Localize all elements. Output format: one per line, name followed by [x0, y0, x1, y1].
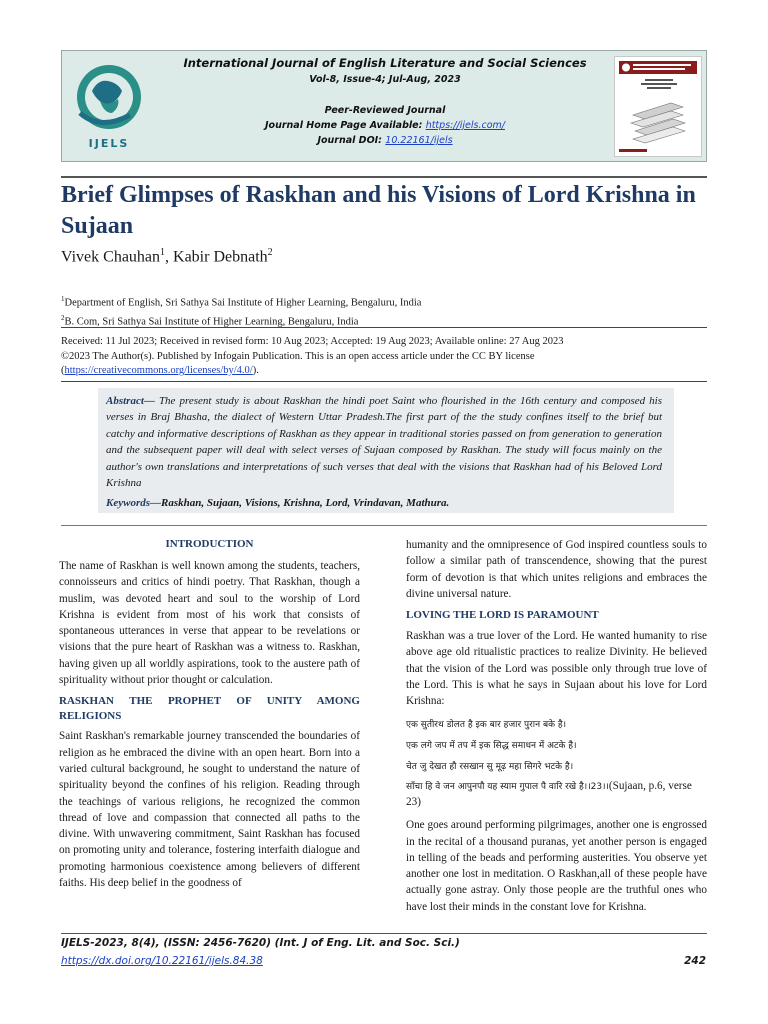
- page-number: 242: [684, 955, 706, 967]
- footer-doi-link[interactable]: https://dx.doi.org/10.22161/ijels.84.38: [61, 955, 263, 967]
- copyright-line: ©2023 The Author(s). Published by Infogain Publication. This is an open access article under the CC BY license: [61, 350, 535, 362]
- abstract-text: The present study is about Raskhan the hindi poet Saint who flourished in the 16th century and composed his verses in Braj Bhasha, the dialect of Western Uttar Pradesh.The first part of the the study confines itself to the brief but catchy and informative descriptions of Raskhan as they appear in traditional stories passed on from generation to generation and the subsequent paper will deal with select verses of Sujaan composed by Raskhan. The study will focus mainly on the author's own translations and interpretations of such verses that deal with the visions that Raskhan had of his Beloved Lord Krishna: [106, 395, 662, 490]
- home-page-label: Journal Home Page Available:: [265, 120, 423, 131]
- affiliation-mark: 1: [61, 295, 65, 303]
- prophet-paragraph: Saint Raskhan's remarkable journey transcended the boundaries of religion as he embraced the divine with an open heart. Born into a varied cultural background, he sought to understand the nature of spirituality beyond the confines of his religion. Reading through the teachings of various religions, he recognized the common thread of love and compassion that connected all paths to the divine. With unwavering commitment, Saint Raskhan has focused on promoting unity and tolerance, fostering interfaith dialogue and promoting harmonious coexistence among believers of different faiths. His deep belief in the goodness of: [59, 730, 360, 890]
- received-dates: Received: 11 Jul 2023; Received in revised form: 10 Aug 2023; Accepted: 19 Aug 2023; Available online: 27 Aug 2023: [61, 336, 564, 347]
- translation-paragraph: One goes around performing pilgrimages, another one is engrossed in the recital of a thousand puranas, yet another person is engaged in telling of the beads and performing austerities. You observe yet another one lost in meditation. O Raskhan,all of these people have actually gone astray. Only those people are the truthful ones who have lost their minds in the constant love for Krishna.: [406, 819, 707, 913]
- verse-line: साँचा हि वे जन आपुनपौ यह स्याम गुपाल पै वारि रखे है।।23।।: [406, 781, 609, 792]
- home-page-link[interactable]: https://ijels.com/: [425, 120, 505, 131]
- license-line: (https://creativecommons.org/licenses/by/4.0/).: [61, 365, 259, 376]
- header-divider: [61, 176, 707, 178]
- footer-divider: [61, 933, 707, 934]
- keywords: [106, 497, 449, 509]
- divider: [61, 327, 707, 328]
- verse-line: एक लगे जप में तप में इक सिद्ध समाधन में अटके है।: [406, 740, 577, 751]
- article-title: Brief Glimpses of Raskhan and his Visions of Lord Krishna in Sujaan: [61, 182, 696, 239]
- affiliation-line: [61, 292, 421, 311]
- journal-doi-link[interactable]: 10.22161/ijels: [385, 135, 453, 146]
- author-name: Vivek Chauhan: [61, 248, 161, 266]
- section-heading-loving: LOVING THE LORD IS PARAMOUNT: [406, 609, 599, 622]
- continuation-paragraph: humanity and the omnipresence of God inspired countless souls to follow a similar path of transcendence, showing that the purest form of devotion is that which unites religions and embraces the divine universal nature.: [406, 539, 707, 600]
- license-link[interactable]: https://creativecommons.org/licenses/by/4.0/: [64, 365, 253, 376]
- journal-info: [162, 53, 608, 146]
- abstract-divider: [61, 525, 707, 526]
- home-page-line: [162, 120, 608, 131]
- journal-volume: Vol-8, Issue-4; Jul-Aug, 2023: [309, 74, 461, 85]
- abstract-label: Abstract—: [106, 395, 155, 407]
- author-separator: ,: [165, 248, 174, 266]
- peer-reviewed-label: Peer-Reviewed Journal: [324, 105, 446, 116]
- author-list: [61, 247, 273, 266]
- author-affiliation-mark: 1: [160, 247, 166, 258]
- section-heading-prophet: RASKHAN THE PROPHET OF UNITY AMONG RELIGIONS: [59, 695, 360, 723]
- svg-text:IJELS: IJELS: [88, 137, 130, 150]
- keywords-text: Raskhan, Sujaan, Visions, Krishna, Lord, Vrindavan, Mathura.: [161, 497, 450, 509]
- verse-final-line: [406, 778, 707, 811]
- verse-citation: (Sujaan, p.6, verse 23): [406, 779, 692, 808]
- journal-doi-label: Journal DOI:: [317, 135, 382, 146]
- affiliations: [61, 292, 421, 329]
- section-heading-introduction: INTRODUCTION: [165, 538, 254, 550]
- loving-paragraph: Raskhan was a true lover of the Lord. He wanted humanity to rise above age old ritualistic practices to realize Divinity. He believed that the vision of the Lord was possible only through true love of the Lord. This is what he says in Sujaan about his love for Lord Krishna:: [406, 630, 707, 708]
- left-column: [59, 537, 360, 891]
- publication-history: [61, 335, 707, 379]
- journal-doi-line: [162, 135, 608, 146]
- verse-line: एक सुतीरथ डोलत है इक बार हजार पुरान बके है।: [406, 719, 567, 730]
- abstract: [106, 393, 662, 491]
- affiliation-mark: 2: [61, 313, 65, 322]
- footer-citation: IJELS-2023, 8(4), (ISSN: 2456-7620) (Int. J of Eng. Lit. and Soc. Sci.): [61, 937, 460, 949]
- author-affiliation-mark: 2: [267, 247, 273, 258]
- right-column: [406, 537, 707, 915]
- keywords-label: Keywords—: [106, 497, 161, 509]
- affiliation-text: B. Com, Sri Sathya Sai Institute of Higher Learning, Bengaluru, India: [64, 316, 359, 327]
- affiliation-text: Department of English, Sri Sathya Sai Institute of Higher Learning, Bengaluru, India: [64, 297, 422, 309]
- journal-logo: [70, 57, 148, 155]
- verse-line: चेत जु देखत हौ रसखान सु मूढ़ महा सिगरे भटके है।: [406, 761, 574, 772]
- intro-paragraph: The name of Raskhan is well known among the students, teachers, connoisseurs and critics of hindi poetry. That Raskhan, though a muslim, was devoted heart and soul to the worship of Lord Krishna is evident from most of his work that consists of spontaneous utterances in verse that appear to be revelations or visions that the pure heart of Raskhan was a witness to. Raskhan, having given up all worldly aspirations, took to the austere path of spirituality without prior thought or calculation.: [59, 560, 360, 687]
- author-name: Kabir Debnath: [173, 248, 268, 266]
- journal-name: International Journal of English Literature and Social Sciences: [183, 56, 587, 70]
- journal-header: [61, 50, 707, 162]
- journal-cover-image: [614, 56, 702, 157]
- divider: [61, 381, 707, 382]
